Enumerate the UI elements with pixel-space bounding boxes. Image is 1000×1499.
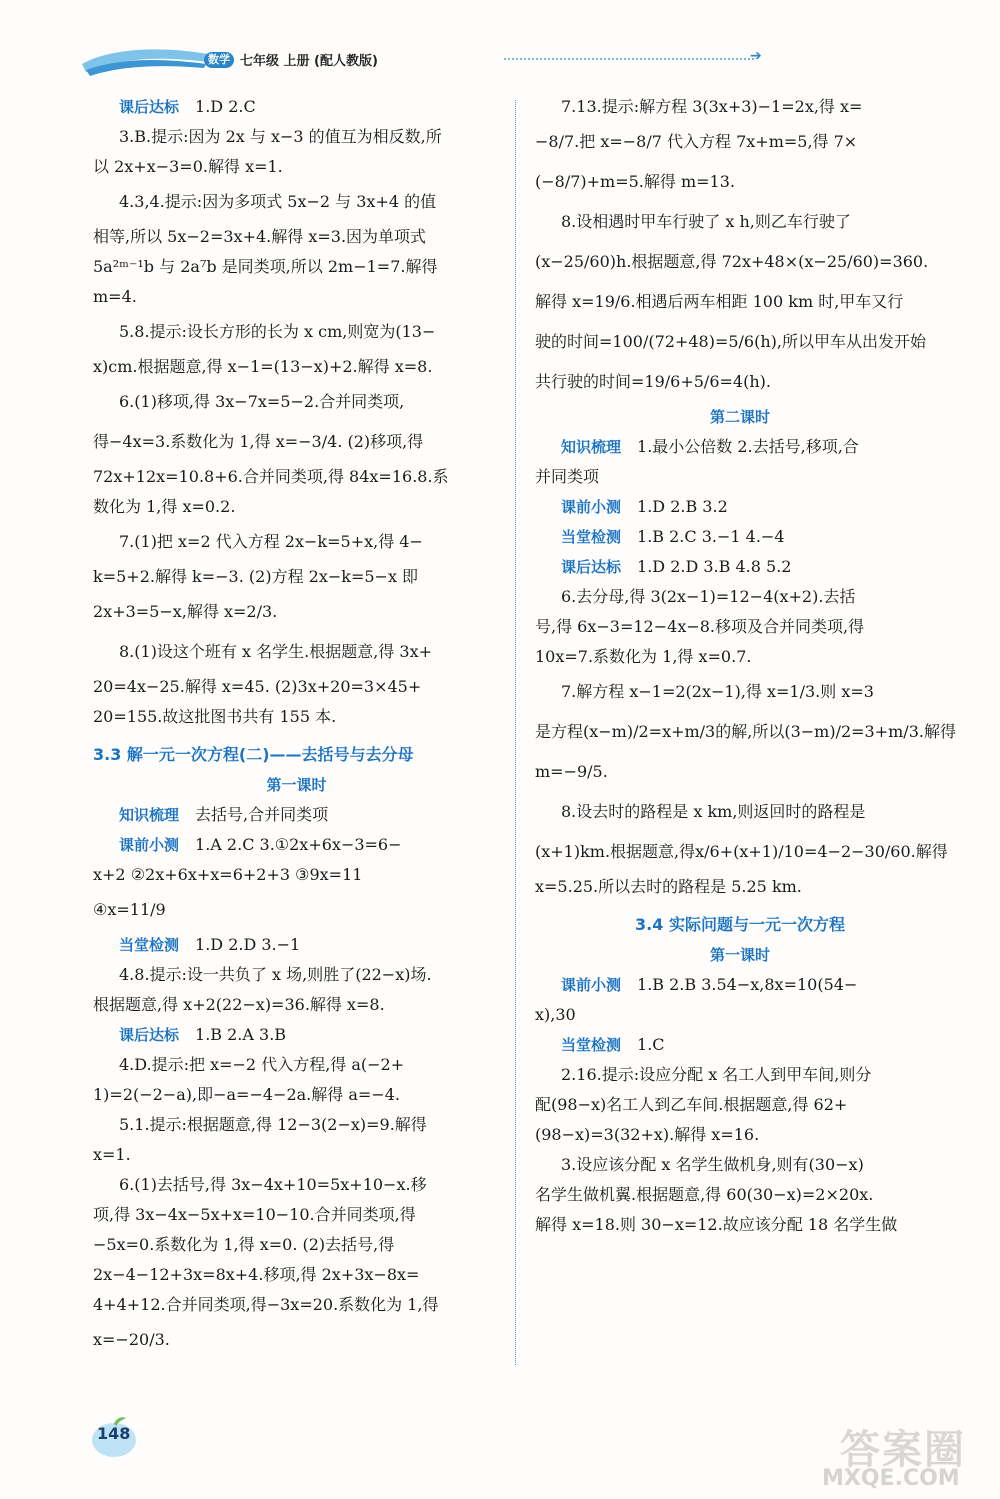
- answer-line: 课前小测 1.A 2.C 3.①2x+6x−3=6−: [119, 835, 402, 854]
- arrow-icon: ➔: [750, 48, 762, 64]
- answer-line: 相等,所以 5x−2=3x+4.解得 x=3.因为单项式: [93, 227, 427, 246]
- answer-line: 2.16.提示:设应分配 x 名工人到甲车间,则分: [561, 1065, 872, 1084]
- answer-line: 当堂检测 1.B 2.C 3.−1 4.−4: [561, 527, 785, 546]
- answer-line: 名学生做机翼.根据题意,得 60(30−x)=2×20x.: [535, 1185, 874, 1204]
- answer-line: (x−25/60)h.根据题意,得 72x+48×(x−25/60)=360.: [535, 252, 929, 271]
- section-heading: 3.4 实际问题与一元一次方程: [635, 915, 845, 934]
- answer-line: 10x=7.系数化为 1,得 x=0.7.: [535, 647, 752, 666]
- lesson-heading: 第一课时: [266, 776, 327, 794]
- answer-line: 4.D.提示:把 x=−2 代入方程,得 a(−2+: [119, 1055, 405, 1074]
- book-title: 七年级 上册 (配人教版): [240, 54, 378, 69]
- answer-line: 是方程(x−m)/2=x+m/3的解,所以(3−m)/2=3+m/3.解得: [535, 722, 956, 741]
- answer-line: 20=155.故这批图书共有 155 本.: [93, 707, 337, 726]
- answer-line: 4+4+12.合并同类项,得−3x=20.系数化为 1,得: [93, 1295, 439, 1314]
- answer-line: 6.(1)移项,得 3x−7x=5−2.合并同类项,: [119, 392, 405, 411]
- answer-line: −5x=0.系数化为 1,得 x=0. (2)去括号,得: [93, 1235, 395, 1254]
- answer-line: 2x−4−12+3x=8x+4.移项,得 2x+3x−8x=: [93, 1265, 420, 1284]
- answer-line: 课后达标 1.B 2.A 3.B: [119, 1025, 287, 1044]
- header-dotted-line: [504, 58, 754, 60]
- answer-line: 72x+12x=10.8+6.合并同类项,得 84x=16.8.系: [93, 467, 449, 486]
- answer-line: 8.设相遇时甲车行驶了 x h,则乙车行驶了: [561, 212, 851, 231]
- answer-line: (−8/7)+m=5.解得 m=13.: [535, 172, 736, 191]
- page-number: 148: [97, 1424, 131, 1443]
- answer-line: 20=4x−25.解得 x=45. (2)3x+20=3×45+: [93, 677, 422, 696]
- answer-line: 1)=2(−2−a),即−a=−4−2a.解得 a=−4.: [93, 1085, 400, 1104]
- answer-line: 6.(1)去括号,得 3x−4x+10=5x+10−x.移: [119, 1175, 427, 1194]
- answer-line: 项,得 3x−4x−5x+x=10−10.合并同类项,得: [93, 1205, 416, 1224]
- answer-line: 课前小测 1.B 2.B 3.54−x,8x=10(54−: [561, 975, 858, 994]
- answer-line: 5a²ᵐ⁻¹b 与 2a⁷b 是同类项,所以 2m−1=7.解得: [93, 257, 438, 276]
- answer-line: 课前小测 1.D 2.B 3.2: [561, 497, 728, 516]
- answer-line: 7.13.提示:解方程 3(3x+3)−1=2x,得 x=: [561, 97, 863, 116]
- page-header: [80, 44, 762, 84]
- answer-line: m=4.: [93, 287, 137, 306]
- answer-line: 8.设去时的路程是 x km,则返回时的路程是: [561, 802, 866, 821]
- answer-line: m=−9/5.: [535, 762, 608, 781]
- answer-line: 共行驶的时间=19/6+5/6=4(h).: [535, 372, 771, 391]
- answer-line: 并同类项: [535, 467, 600, 486]
- answer-line: 知识梳理 去括号,合并同类项: [119, 805, 329, 824]
- answer-line: x=5.25.所以去时的路程是 5.25 km.: [535, 877, 802, 896]
- answer-line: 解得 x=18.则 30−x=12.故应该分配 18 名学生做: [535, 1215, 898, 1234]
- answer-line: 课后达标 1.D 2.C: [119, 97, 256, 116]
- subject-badge: 数学: [204, 52, 234, 68]
- answer-line: 7.(1)把 x=2 代入方程 2x−k=5+x,得 4−: [119, 532, 423, 551]
- column-divider: [515, 100, 516, 1365]
- watermark-site: MXQE.COM: [822, 1466, 960, 1491]
- answer-line: 配(98−x)名工人到乙车间.根据题意,得 62+: [535, 1095, 848, 1114]
- answer-line: 3.B.提示:因为 2x 与 x−3 的值互为相反数,所: [119, 127, 442, 146]
- answer-line: 3.设应该分配 x 名学生做机身,则有(30−x): [561, 1155, 864, 1174]
- answer-line: 8.(1)设这个班有 x 名学生.根据题意,得 3x+: [119, 642, 432, 661]
- answer-line: −8/7.把 x=−8/7 代入方程 7x+m=5,得 7×: [535, 132, 858, 151]
- header-swoosh-decoration: [80, 44, 210, 80]
- answer-line: 课后达标 1.D 2.D 3.B 4.8 5.2: [561, 557, 792, 576]
- answer-line: (98−x)=3(32+x).解得 x=16.: [535, 1125, 760, 1144]
- answer-line: 5.8.提示:设长方形的长为 x cm,则宽为(13−: [119, 322, 436, 341]
- answer-line: 4.3,4.提示:因为多项式 5x−2 与 3x+4 的值: [119, 192, 437, 211]
- answer-line: k=5+2.解得 k=−3. (2)方程 2x−k=5−x 即: [93, 567, 419, 586]
- answer-line: 得−4x=3.系数化为 1,得 x=−3/4. (2)移项,得: [93, 432, 424, 451]
- answer-line: 以 2x+x−3=0.解得 x=1.: [93, 157, 283, 176]
- answer-line: 4.8.提示:设一共负了 x 场,则胜了(22−x)场.: [119, 965, 432, 984]
- answer-line: 数化为 1,得 x=0.2.: [93, 497, 236, 516]
- answer-line: x=1.: [93, 1145, 131, 1164]
- answer-line: 根据题意,得 x+2(22−x)=36.解得 x=8.: [93, 995, 385, 1014]
- answer-line: 知识梳理 1.最小公倍数 2.去括号,移项,合: [561, 437, 859, 456]
- watermark-logo: 答案圈: [840, 1427, 966, 1473]
- answer-line: 号,得 6x−3=12−4x−8.移项及合并同类项,得: [535, 617, 865, 636]
- answer-line: x),30: [535, 1005, 576, 1024]
- section-heading: 3.3 解一元一次方程(二)——去括号与去分母: [93, 745, 414, 764]
- answer-line: (x+1)km.根据题意,得x/6+(x+1)/10=4−2−30/60.解得: [535, 842, 948, 861]
- answer-line: 解得 x=19/6.相遇后两车相距 100 km 时,甲车又行: [535, 292, 904, 311]
- answer-line: 当堂检测 1.D 2.D 3.−1: [119, 935, 301, 954]
- answer-line: x=−20/3.: [93, 1330, 170, 1349]
- answer-line: x)cm.根据题意,得 x−1=(13−x)+2.解得 x=8.: [93, 357, 433, 376]
- answer-line: 2x+3=5−x,解得 x=2/3.: [93, 602, 278, 621]
- right-column: [535, 92, 956, 1240]
- answer-line: 当堂检测 1.C: [561, 1035, 665, 1054]
- answer-line: 7.解方程 x−1=2(2x−1),得 x=1/3.则 x=3: [561, 682, 874, 701]
- left-column: [93, 92, 500, 1360]
- lesson-heading: 第二课时: [709, 408, 770, 426]
- lesson-heading: 第一课时: [709, 946, 770, 964]
- answer-line: x+2 ②2x+6x+x=6+2+3 ③9x=11: [93, 865, 363, 884]
- answer-line: 驶的时间=100/(72+48)=5/6(h),所以甲车从出发开始: [535, 332, 926, 351]
- answer-line: 5.1.提示:根据题意,得 12−3(2−x)=9.解得: [119, 1115, 427, 1134]
- answer-line: 6.去分母,得 3(2x−1)=12−4(x+2).去括: [561, 587, 856, 606]
- answer-line: ④x=11/9: [93, 900, 166, 919]
